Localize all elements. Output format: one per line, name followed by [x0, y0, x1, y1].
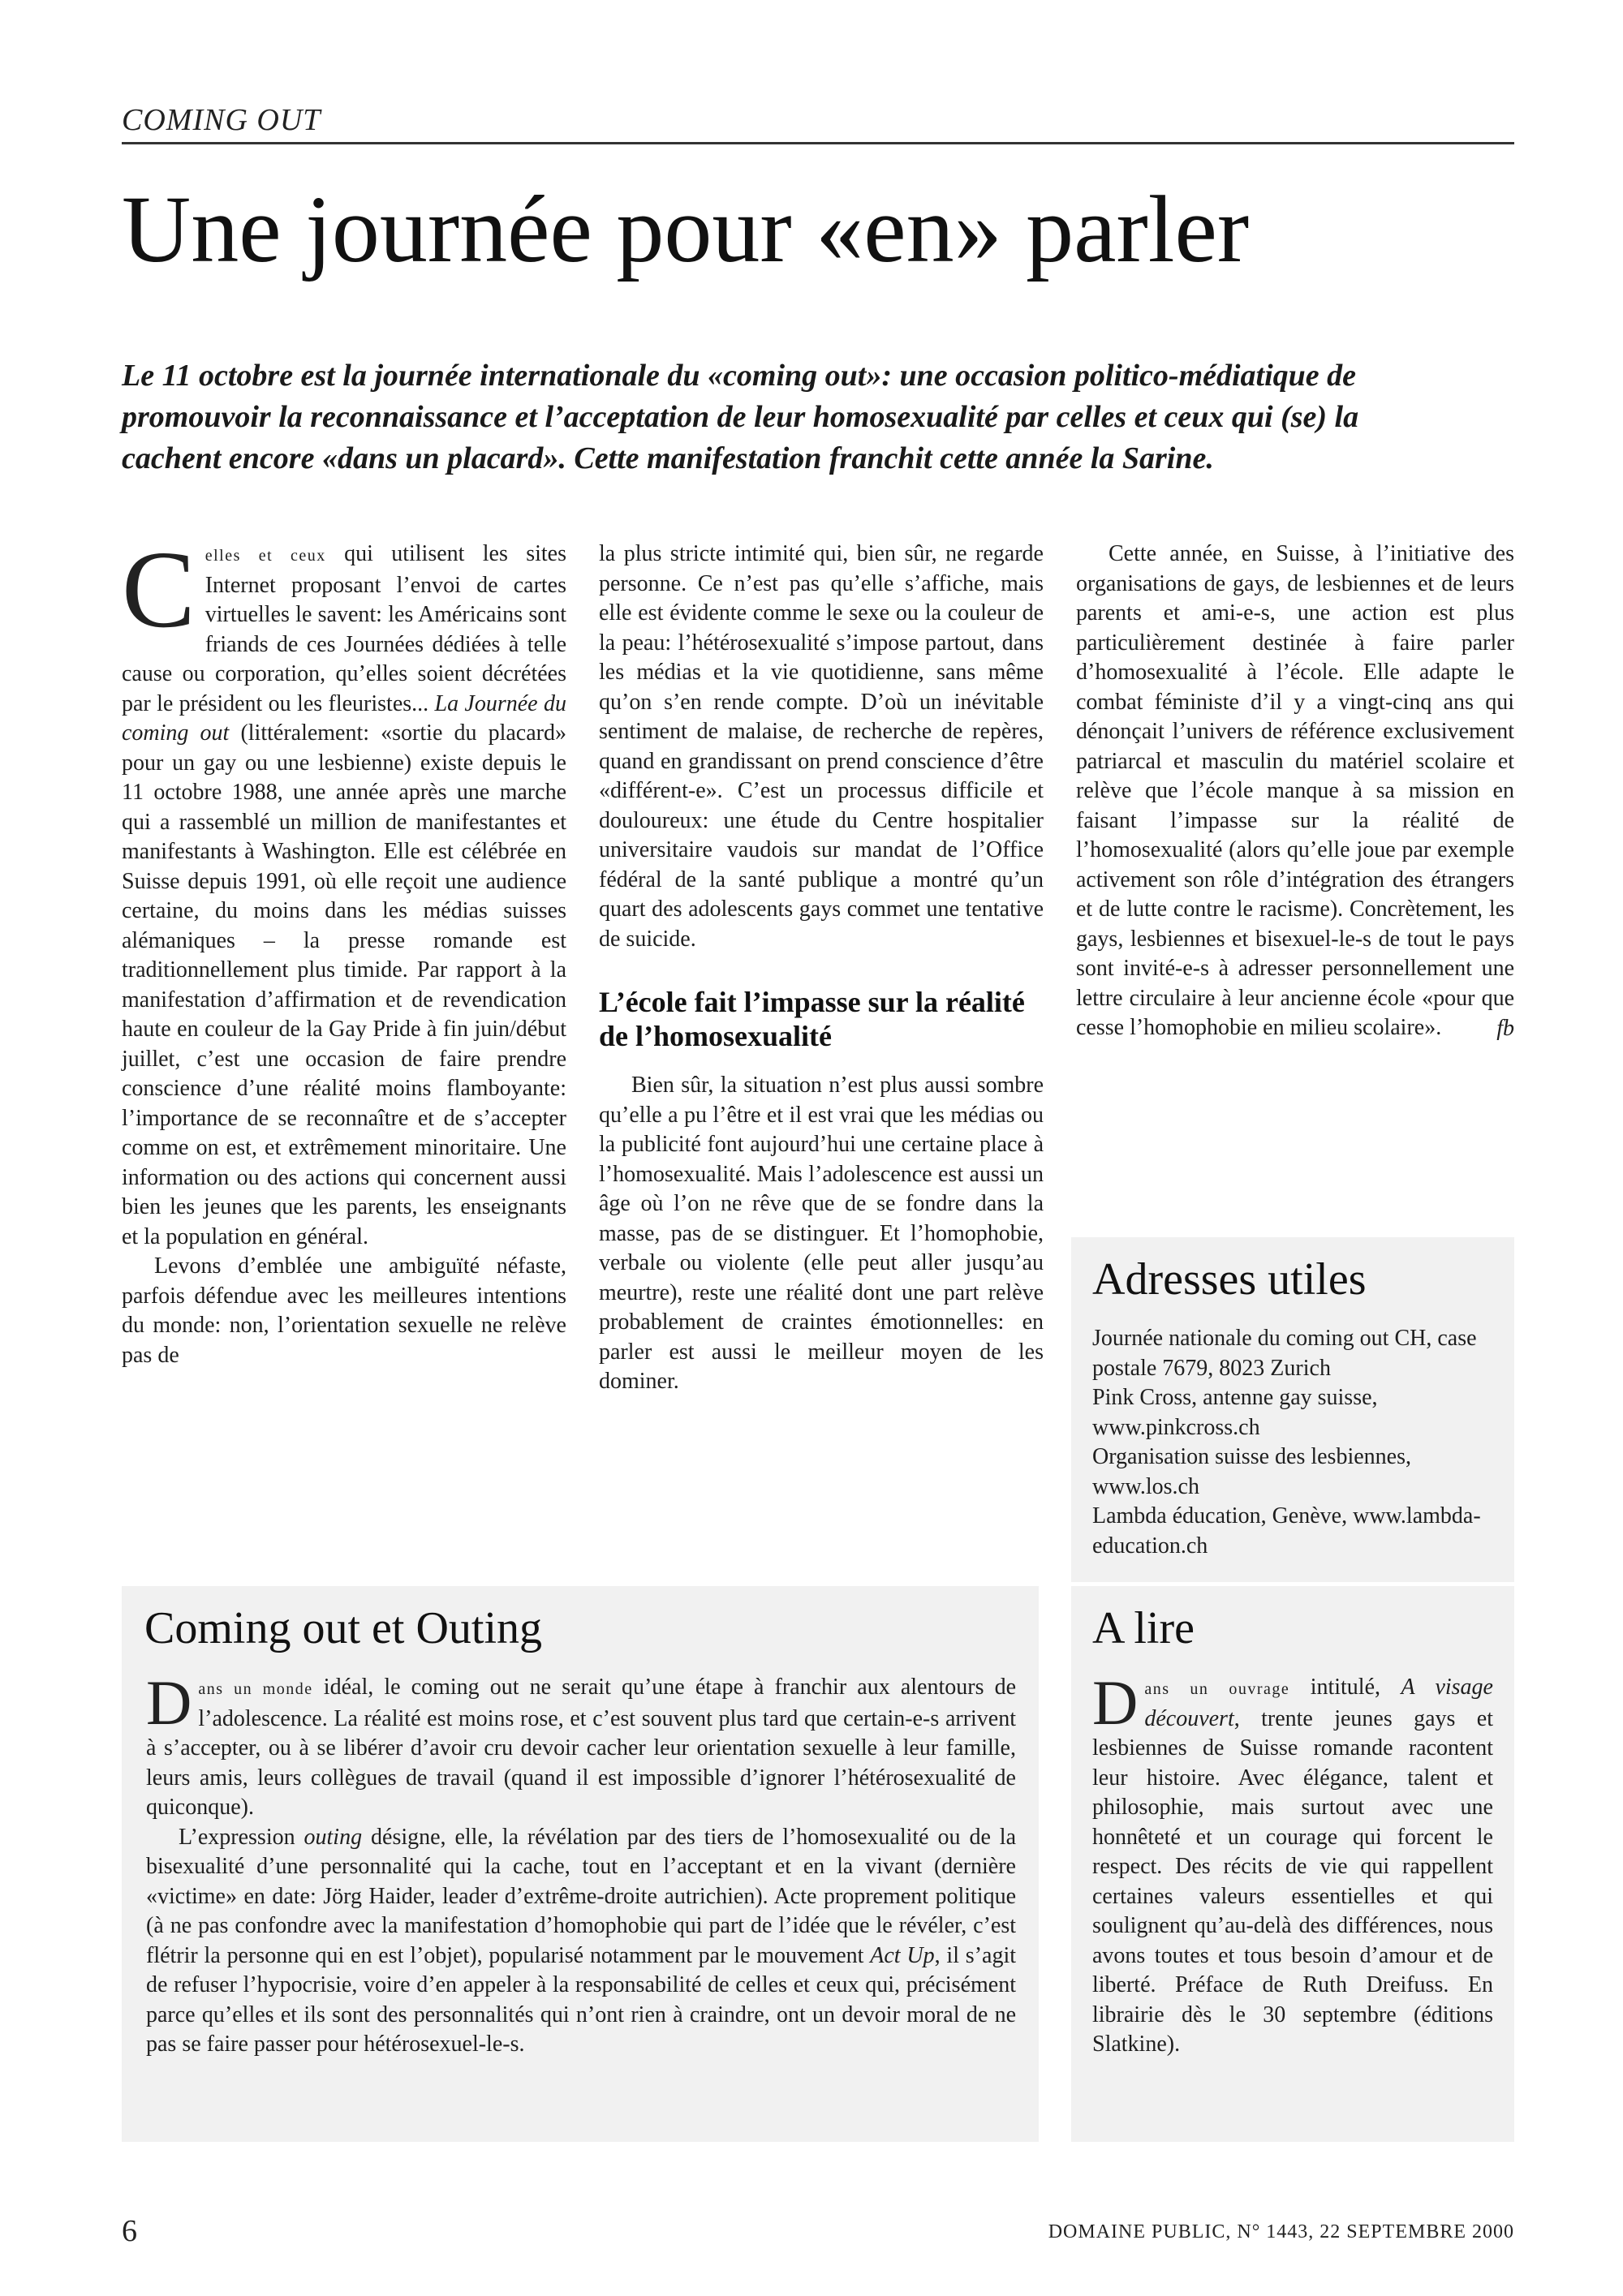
article-column-2: [599, 540, 1044, 1397]
paragraph-text: (littéralement: «sortie du placard» pour un gay ou une lesbienne) existe depuis le 11 octobre 1988, une année après une marche qui a rassemblé un million de manifestantes et manifestants à Washington. Elle est célébrée en Suisse depuis 1991, où elle reçoit une audience certaine, du moins dans les médias suisses alémaniques – la presse romande est traditionnellement plus timide. Par rapport à la manifestation d’affirmation et de revendication haute en couleur de la Gay Pride à fin juin/début juillet, c’est une occasion de faire prendre conscience d’une réalité moins flamboyante: l’importance de se reconnaître et de s’accepter comme on est, et extrêmement minoritaire. Une information ou des actions qui concernent aussi bien les jeunes que les parents, les enseignants et la population en général.: [122, 720, 566, 1249]
drop-cap: C: [122, 529, 196, 651]
article-paragraph-3: Bien sûr, la situation n’est plus aussi sombre qu’elle a pu l’être et il est vrai que les médias ou la publicité font aujourd’hui une certaine place à l’homosexualité. Mais l’adolescence est aussi un âge où l’on ne rêve que de se fondre dans la masse, pas de se distinguer. Et l’homophobie, verbale ou violente (elle peut aller jusqu’au meurtre), reste une réalité dont une part relève probablement de craintes émotionnelles: en parler est aussi le meilleur moyen de les dominer.: [599, 1073, 1044, 1394]
drop-cap: D: [146, 1667, 192, 1738]
article-column-3: [1076, 540, 1514, 1043]
smallcaps-opening: elles et ceux: [204, 547, 326, 565]
paragraph-text: idéal, le coming out ne serait qu’une étape à franchir aux alentours de l’adolescence. La réalité est moins rose, et c’est souvent plus tard que certain-e-s arrivent à s’accepter, ou à se libérer d’avoir cru devoir cacher leur orientation sexuelle à leur famille, leurs amis, leurs collègues de travail (quand il est impossible d’ignorer l’hétérosexualité de quiconque).: [146, 1675, 1017, 1820]
outing-paragraph-2: [146, 1823, 1016, 2060]
article-paragraph-4: Cette année, en Suisse, à l’initiative des organisations de gays, de lesbiennes et de leurs parents et ami-e-s, une action est plus particulièrement destinée à faire parler d’homosexualité à l’école. Elle adapte le combat féministe d’il y a vingt-cinq ans qui dénonçait l’univers de référence exclusivement patriarcal et masculin du matériel scolaire et relève que l’école manque à sa mission en faisant l’impasse sur la réalité de l’homosexualité (alors qu’elle joue par exemple activement son rôle d’intégration des étrangers et de lutte contre le racisme). Concrètement, les gays, lesbiennes et bisexuel-le-s de tout le pays sont invité-e-s à adresser personnellement une lettre circulaire à leur ancienne école «pour que cesse l’homophobie en milieu scolaire».: [1076, 541, 1514, 1040]
article-paragraph-1: [122, 529, 566, 1252]
address-item: Pink Cross, antenne gay suisse, www.pinkcross.ch: [1092, 1385, 1378, 1440]
paragraph-text: L’expression: [179, 1824, 304, 1850]
italic-term: outing: [304, 1824, 363, 1850]
outing-box: [122, 1586, 1039, 2142]
reading-title: A lire: [1092, 1603, 1195, 1653]
address-item: Lambda éducation, Genève, www.lambda-education.ch: [1092, 1503, 1481, 1559]
article-headline: Une journée pour «en» parler: [122, 176, 1250, 282]
author-signature: fb: [1496, 1015, 1514, 1041]
addresses-list: [1092, 1324, 1493, 1561]
reading-paragraph: [1092, 1667, 1493, 2060]
paragraph-text: qui utilisent les sites Internet proposant l’envoi de cartes virtuelles le savent: les Américains sont friands de ces Journées dédiées à telle cause ou corporation, qu’elles soient décrétées par le président ou les fleuristes...: [122, 541, 566, 716]
outing-paragraph-1: [146, 1667, 1017, 1823]
addresses-title: Adresses utiles: [1092, 1254, 1367, 1305]
reading-body: [1092, 1667, 1493, 2060]
header-rule: [122, 142, 1514, 144]
outing-body: [146, 1667, 1017, 2060]
publication-info: DOMAINE PUBLIC, N° 1443, 22 SEPTEMBRE 2000: [1048, 2221, 1514, 2242]
paragraph-text: , il s’agit de refuser l’hypocrisie, voire d’en appeler à la responsabilité de celles et ceux qui, précisément parce qu’elles et ils sont des personnalités qui n’ont rien à craindre, ont un devoir moral de ne pas se faire passer pour hétérosexuel-le-s.: [146, 1942, 1016, 2057]
paragraph-text: intitulé,: [1289, 1675, 1401, 1700]
page-number: 6: [122, 2214, 137, 2248]
paragraph-text: désigne, elle, la révélation par des tiers de l’homosexualité ou de la bisexualité d’une personnalité qui la cache, tout en l’acceptant et en la vivant (dernière «victime» en date: Jörg Haider, leader d’extrême-droite autrichien). Acte proprement politique (à ne pas confondre avec la manifestation d’homophobie qui part de l’idée que le révéler, c’est flétrir la personne qui en est l’objet), popularisé notamment par le mouvement: [146, 1824, 1016, 1968]
section-label: COMING OUT: [122, 103, 321, 137]
article-subheading: L’école fait l’impasse sur la réalité de l’homosexualité: [599, 986, 1025, 1052]
article-column-1: [122, 529, 566, 1370]
reading-box: [1071, 1586, 1514, 2142]
smallcaps-opening: ans un monde: [198, 1680, 313, 1698]
smallcaps-opening: ans un ouvrage: [1144, 1680, 1290, 1698]
italic-term: Act Up: [870, 1942, 935, 1968]
addresses-box: [1071, 1237, 1514, 1582]
book-title: A visage découvert: [1144, 1675, 1493, 1731]
article-paragraph-2b: la plus stricte intimité qui, bien sûr, ne regarde personne. Ce n’est pas qu’elle s’affiche, mais elle est évidente comme le sexe ou la couleur de la peau: l’hétérosexualité s’impose partout, dans les médias et la vie quotidienne, sans même qu’on s’en rende compte. D’où un inévitable sentiment de malaise, de recherche de repères, quand en grandissant on prend conscience d’être «différent-e». C’est un processus difficile et douloureux: une étude du Centre hospitalier universitaire vaudois sur mandat de l’Office fédéral de la santé publique a montré qu’un quart des adolescents gays commet une tentative de suicide.: [599, 541, 1044, 952]
article-paragraph-2a: Levons d’emblée une ambiguïté néfaste, parfois défendue avec les meilleures intentions du monde: non, l’orientation sexuelle ne relève pas de: [122, 1253, 566, 1368]
paragraph-text: , trente jeunes gays et lesbiennes de Suisse romande racontent leur histoire. Avec élégance, talent et philosophie, mais surtout avec une honnêteté et un courage qui forcent le respect. Des récits de vie qui rappellent certaines valeurs essentielles et qui soulignent qu’au-delà des différences, nous avons toutes et tous besoin d’amour et de liberté. Préface de Ruth Dreifuss. En librairie dès le 30 septembre (éditions Slatkine).: [1092, 1705, 1493, 2057]
outing-title: Coming out et Outing: [144, 1603, 542, 1653]
address-item: Organisation suisse des lesbiennes, www.los.ch: [1092, 1444, 1411, 1499]
address-item: Journée nationale du coming out CH, case postale 7679, 8023 Zurich: [1092, 1326, 1477, 1381]
drop-cap: D: [1092, 1667, 1139, 1738]
italic-title: La Journée du coming out: [122, 690, 566, 746]
article-lead: Le 11 octobre est la journée internationale du «coming out»: une occasion politico-médiatique de promouvoir la reconnaissance et l’acceptation de leur homosexualité par celles et ceux qui (se) la cachent encore «dans un placard». Cette manifestation franchit cette année la Sarine.: [122, 359, 1359, 475]
